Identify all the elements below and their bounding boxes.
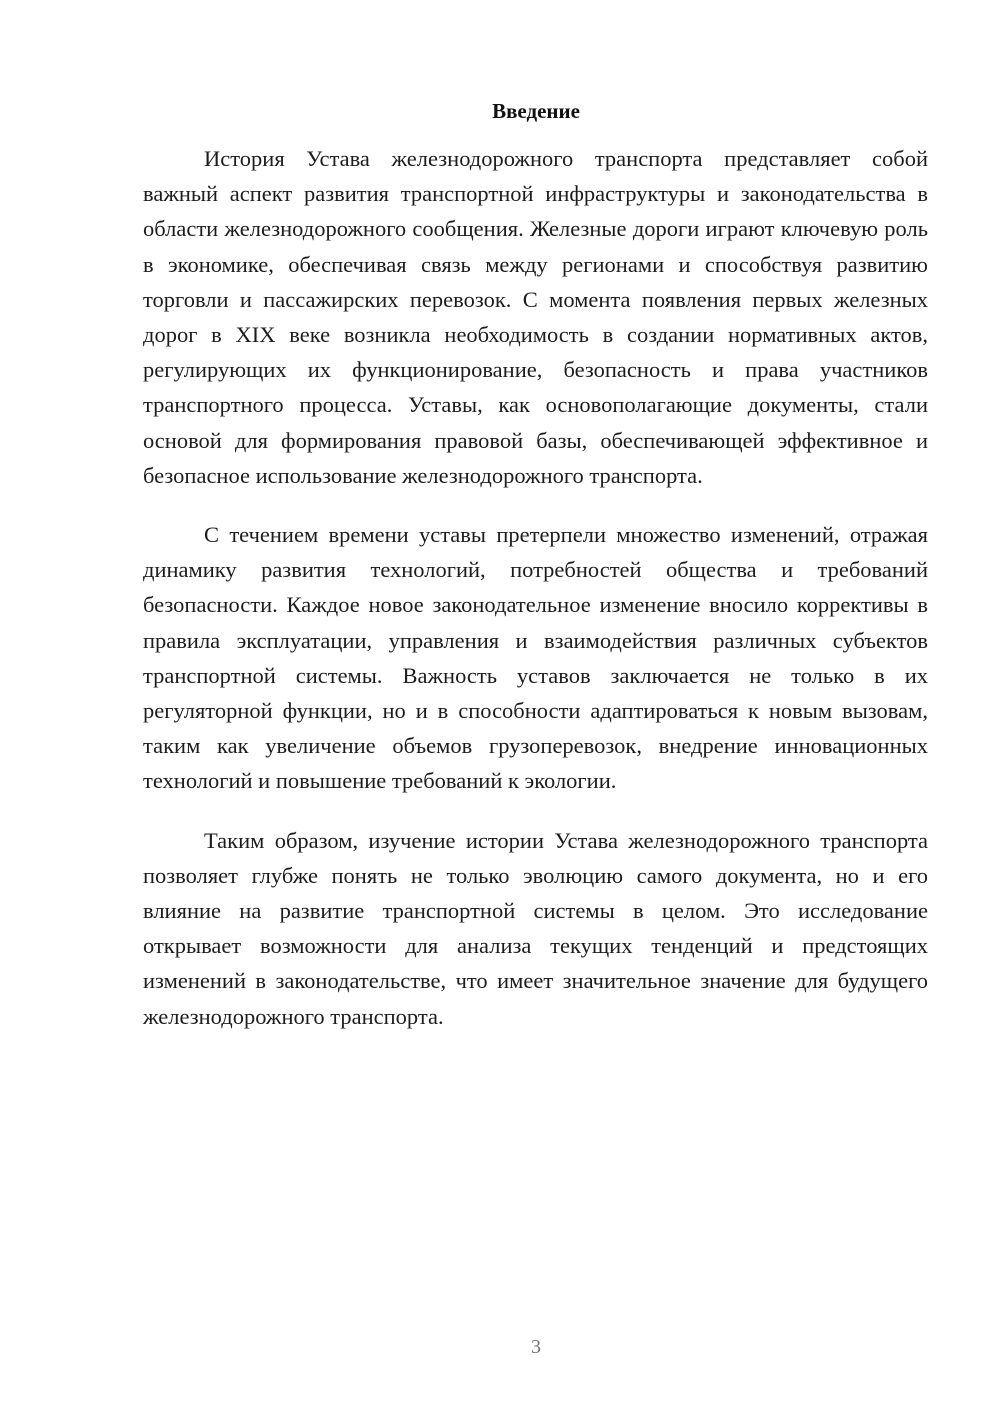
- paragraph-3: Таким образом, изучение истории Устава железнодорожного транспорта позволяет глубже понять не только эволюцию самого документа, но и его влияние на развитие транспортной системы в целом. Это исследование открывает возможности для анализа текущих тенденций и предстоящих изменений в законодательстве, что имеет значительное значение для будущего железнодорожного транспорта.: [143, 827, 928, 1029]
- paragraph-1: История Устава железнодорожного транспорта представляет собой важный аспект развития транспортной инфраструктуры и законодательства в области железнодорожного сообщения. Железные дороги играют ключевую роль в экономике, обеспечивая связь между регионами и способствуя развитию торговли и пассажирских перевозок. С момента появления первых железных дорог в XIX веке возникла необходимость в создании нормативных актов, регулирующих их функционирование, безопасность и права участников транспортного процесса. Уставы, как основополагающие документы, стали основой для формирования правовой базы, обеспечивающей эффективное и безопасное использование железнодорожного транспорта.: [143, 146, 928, 488]
- body-text: [143, 141, 928, 1058]
- paragraph-2: С течением времени уставы претерпели множество изменений, отражая динамику развития технологий, потребностей общества и требований безопасности. Каждое новое законодательное изменение вносило коррективы в правила эксплуатации, управления и взаимодействия различных субъектов транспортной системы. Важность уставов заключается не только в их регуляторной функции, но и в способности адаптироваться к новым вызовам, таким как увеличение объемов грузоперевозок, внедрение инновационных технологий и повышение требований к экологии.: [143, 522, 928, 794]
- page-number: 3: [531, 1336, 541, 1358]
- section-heading: Введение: [492, 99, 580, 123]
